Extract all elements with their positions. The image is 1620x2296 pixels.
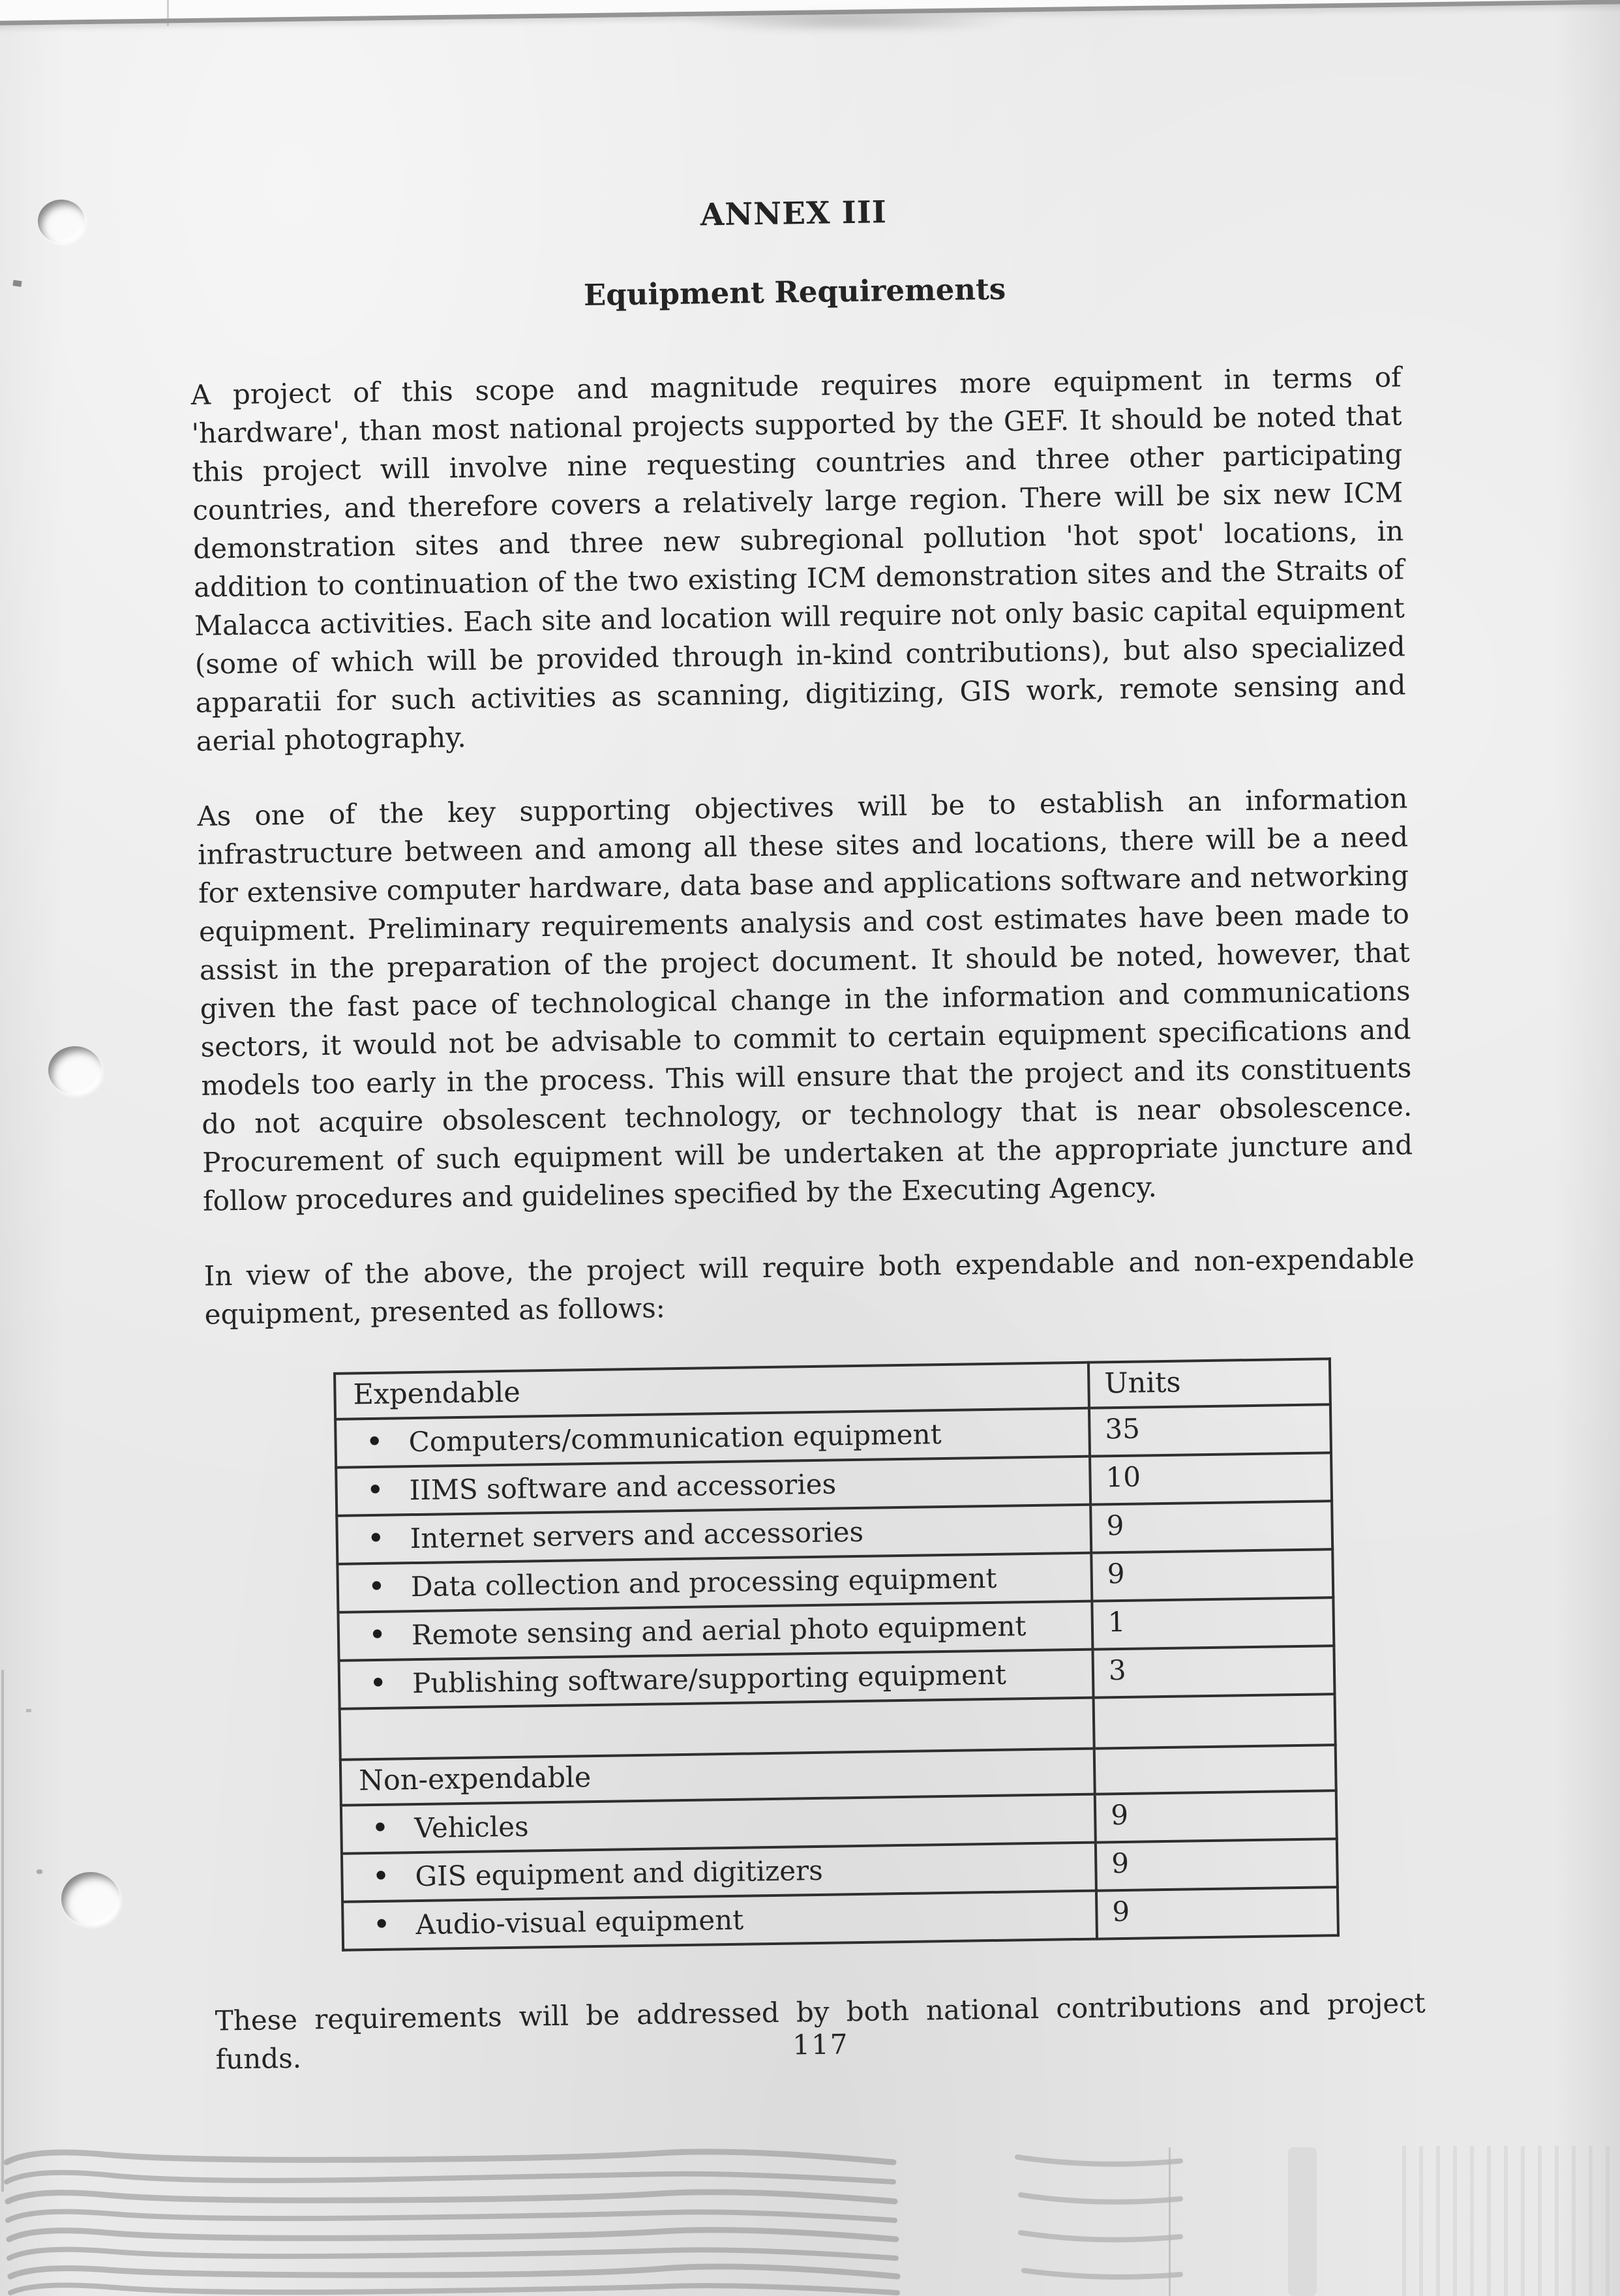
page-title: Equipment Requirements: [583, 271, 1006, 313]
item-units: 3: [1092, 1646, 1334, 1697]
item-label: Computers/communication equipment: [408, 1418, 942, 1458]
item-label: Audio-visual equipment: [415, 1903, 744, 1941]
bullet-icon: [367, 1520, 410, 1556]
item-units: 9: [1096, 1839, 1338, 1890]
bullet-icon: [366, 1472, 410, 1507]
bullet-icon: [372, 1906, 416, 1942]
item-label: IIMS software and accessories: [409, 1468, 837, 1507]
scan-artifact-stripes: [1402, 2146, 1620, 2296]
item-units: 1: [1092, 1597, 1334, 1649]
item-units: 9: [1095, 1790, 1337, 1842]
item-label: Remote sensing and aerial photo equipment: [411, 1610, 1027, 1652]
paragraph: A project of this scope and magnitude requires more equipment in terms of 'hardware', than most national projects supported by the GEF. It should be noted that this project will involve nine requesting countries and three other participating countries, and therefore covers a relatively large region. There will be six new ICM demonstration sites and three new subregional pollution 'hot spot' locations, in addition to continuation of the two existing ICM demonstration sites and the Straits of Malacca activities. Each site and location will require not only basic capital equipment (some of which will be provided through in-kind contributions), but also specialized apparatii for such activities as scanning, digitizing, GIS work, remote sensing and aerial photography.: [190, 361, 1406, 757]
page-stack-edges: [0, 2143, 1620, 2296]
item-label: Vehicles: [414, 1810, 529, 1845]
paragraph: In view of the above, the project will require both expendable and non-expendable equipment, presented as follows:: [203, 1242, 1415, 1331]
bullet-icon: [368, 1616, 412, 1652]
item-units: 10: [1090, 1453, 1332, 1504]
item-label: GIS equipment and digitizers: [415, 1854, 824, 1893]
item-label: Publishing software/supporting equipment: [412, 1658, 1007, 1700]
page-number: 117: [792, 2028, 849, 2061]
annex-title: ANNEX III: [700, 194, 888, 234]
item-label: Internet servers and accessories: [410, 1515, 864, 1555]
item-units: 35: [1089, 1404, 1331, 1456]
item-units: 9: [1091, 1549, 1333, 1601]
column-header-units: Units: [1088, 1359, 1330, 1408]
item-units: 9: [1090, 1501, 1332, 1552]
paragraph: As one of the key supporting objectives will be to establish an information infrastructure between and among all these sites and locations, there will be a need for extensive computer hardware, data base and applications software and networking equipment. Preliminary requirements analysis and cost estimates have been made to assist in the preparation of the project document. It should be noted, however, that given the fast pace of technological change in the information and communications sectors, it would not be advisable to commit to certain equipment specifications and models too early in the process. This will ensure that the project and its constituents do not acquire obsolescent technology, or technology that is near obsolescence. Procurement of such equipment will be undertaken at the appropriate juncture and follow procedures and guidelines specified by the Executing Agency.: [196, 782, 1413, 1217]
closing-sentence: These requirements will be addressed by both national contributions and project funds.: [215, 1987, 1426, 2076]
item-label: Data collection and processing equipment: [410, 1562, 997, 1603]
page-edge-line: [1, 1670, 4, 2192]
equipment-table: [333, 1357, 1340, 1952]
bullet-icon: [365, 1423, 409, 1459]
column-header-expendable: Expendable: [335, 1363, 1089, 1419]
bullet-icon: [367, 1568, 411, 1604]
bullet-icon: [369, 1665, 413, 1700]
scan-artifact-band: [1288, 2147, 1317, 2296]
scan-artifact-line: [1169, 2147, 1171, 2296]
section-header-non-expendable: Non-expendable: [340, 1749, 1095, 1805]
item-units: 9: [1096, 1887, 1338, 1939]
bullet-icon: [371, 1809, 415, 1845]
bullet-icon: [372, 1858, 415, 1894]
